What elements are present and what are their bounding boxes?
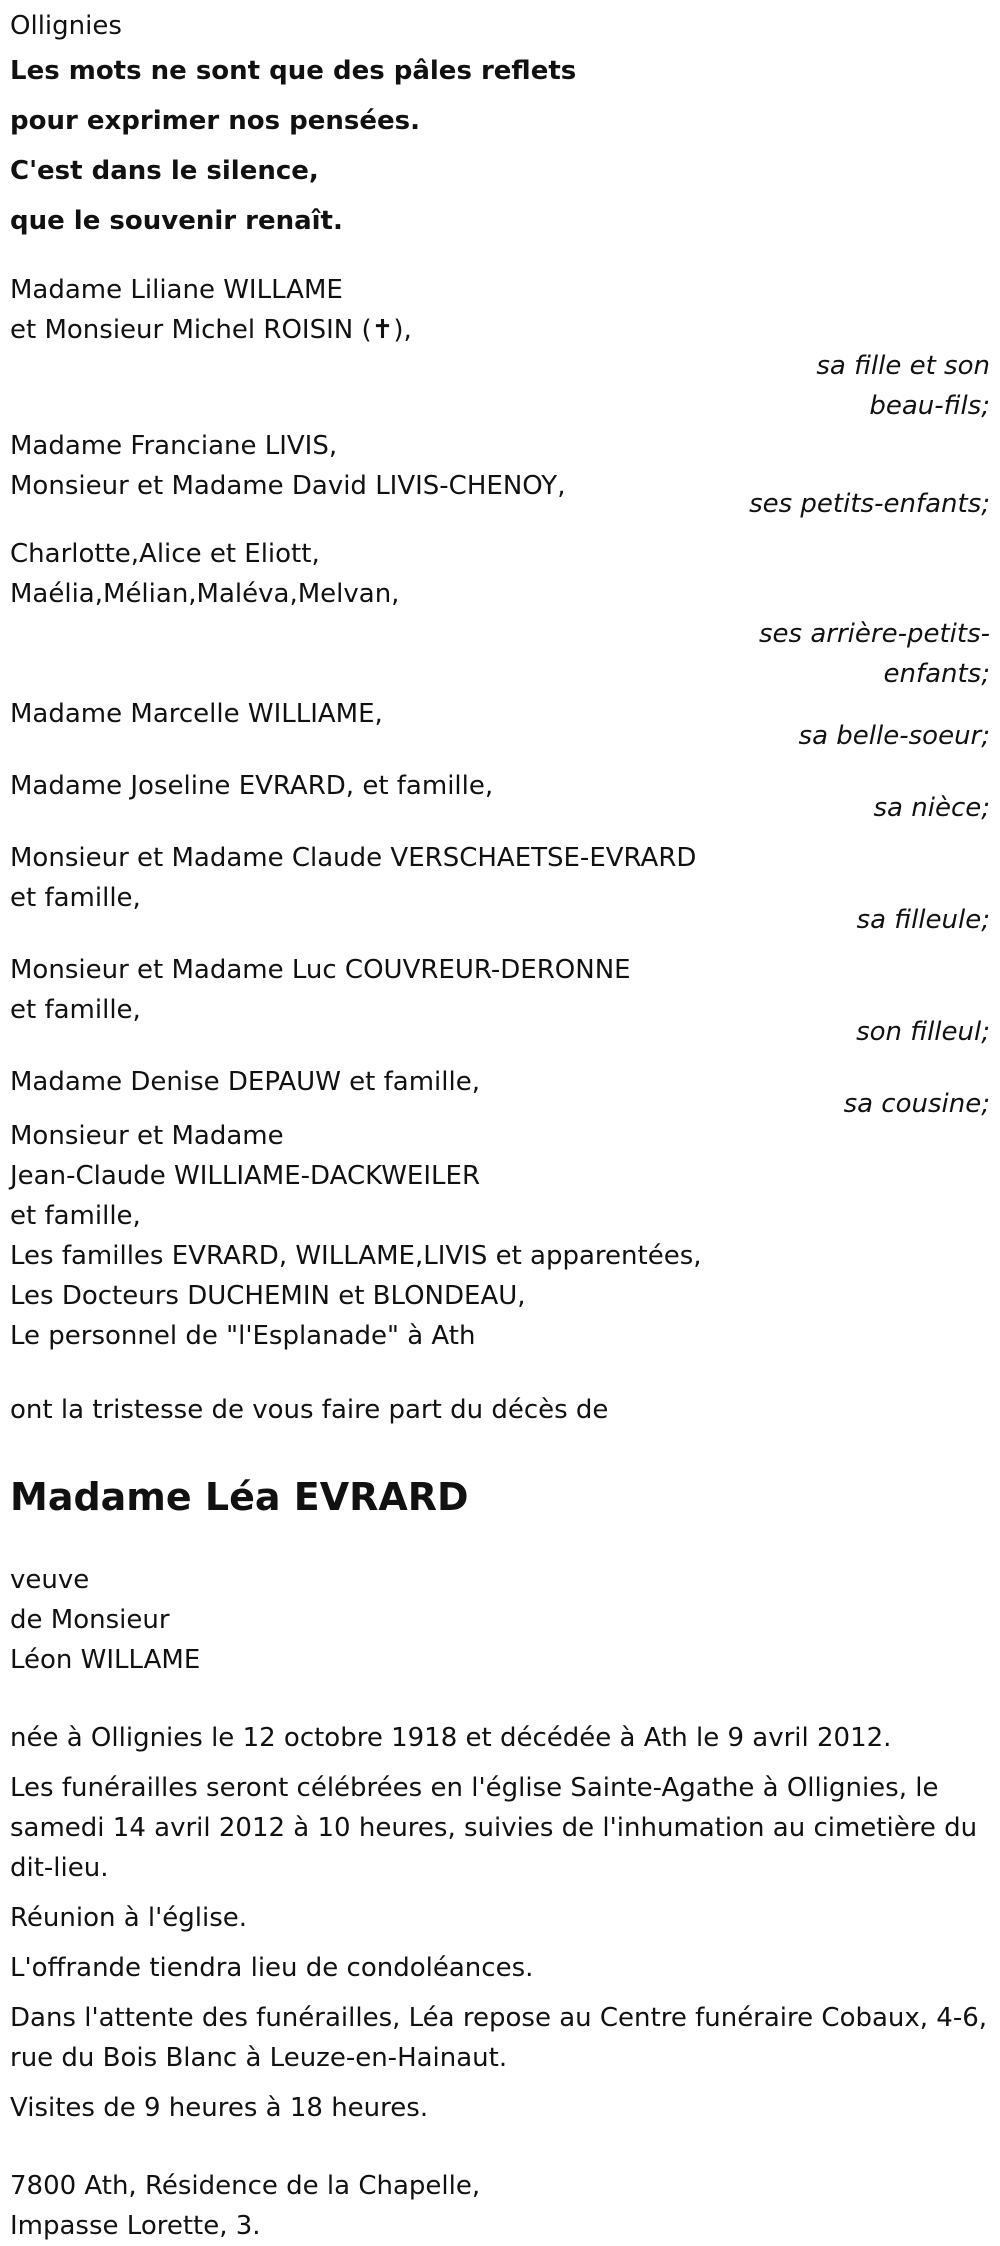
family-entry xyxy=(10,534,990,694)
relation-line: sa nièce; xyxy=(873,793,990,823)
visiting-hours: Visites de 9 heures à 18 heures. xyxy=(10,2093,429,2123)
family-relation xyxy=(740,484,990,524)
condolences-note: L'offrande tiendra lieu de condoléances. xyxy=(10,1953,534,1983)
family-relation xyxy=(740,614,990,694)
announcement: ont la tristesse de vous faire part du décès de xyxy=(10,1395,609,1425)
family-entry xyxy=(10,426,990,524)
relation-line: beau-fils; xyxy=(869,391,990,421)
family-address xyxy=(10,2166,1000,2246)
family-entry xyxy=(10,1062,990,1124)
family-name-line: Madame Franciane LIVIS, xyxy=(10,431,338,461)
family-relation xyxy=(740,1084,990,1124)
family-name-line: et Monsieur Michel ROISIN (✝), xyxy=(10,315,412,345)
mourner-line: Monsieur et Madame xyxy=(10,1121,284,1151)
poem-line: C'est dans le silence, xyxy=(10,156,319,186)
poem-line: que le souvenir renaît. xyxy=(10,206,343,236)
family-names xyxy=(10,766,710,806)
place-name: Ollignies xyxy=(10,11,122,41)
family-entry xyxy=(10,838,990,940)
mourner-line: Jean-Claude WILLIAME-DACKWEILER xyxy=(10,1161,481,1191)
relation-line: ses arrière-petits- xyxy=(759,619,990,649)
family-names xyxy=(10,1062,710,1102)
poem-line: pour exprimer nos pensées. xyxy=(10,106,420,136)
widow-line: veuve xyxy=(10,1565,90,1595)
mourner-line: et famille, xyxy=(10,1201,141,1231)
mourner-line: Les Docteurs DUCHEMIN et BLONDEAU, xyxy=(10,1281,526,1311)
mourner-line: Le personnel de "l'Esplanade" à Ath xyxy=(10,1321,476,1351)
address-line: 7800 Ath, Résidence de la Chapelle, xyxy=(10,2171,481,2201)
family-name-line: Monsieur et Madame Luc COUVREUR-DERONNE xyxy=(10,955,631,985)
family-entry xyxy=(10,766,990,828)
family-names xyxy=(10,950,710,1030)
mourner-line: Les familles EVRARD, WILLAME,LIVIS et apparentées, xyxy=(10,1241,702,1271)
family-relation xyxy=(740,900,990,940)
family-names xyxy=(10,426,710,506)
family-names xyxy=(10,270,710,350)
family-relation xyxy=(740,716,990,756)
family-entry xyxy=(10,950,990,1052)
relation-line: enfants; xyxy=(883,659,990,689)
relation-line: sa fille et son xyxy=(816,351,990,381)
family-name-line: Monsieur et Madame David LIVIS-CHENOY, xyxy=(10,471,566,501)
poem-line: Les mots ne sont que des pâles reflets xyxy=(10,56,577,86)
family-name-line: Madame Denise DEPAUW et famille, xyxy=(10,1067,480,1097)
birth-death-dates: née à Ollignies le 12 octobre 1918 et décédée à Ath le 9 avril 2012. xyxy=(10,1723,892,1753)
other-mourners xyxy=(10,1116,710,1356)
address-line: Impasse Lorette, 3. xyxy=(10,2211,261,2241)
widow-line: Léon WILLAME xyxy=(10,1645,201,1675)
relation-line: sa filleule; xyxy=(856,905,990,935)
family-name-line: et famille, xyxy=(10,883,141,913)
family-name-line: Madame Liliane WILLAME xyxy=(10,275,343,305)
family-relation xyxy=(740,1012,990,1052)
funeral-details xyxy=(10,1718,1000,2128)
family-names xyxy=(10,694,710,734)
family-name-line: Charlotte,Alice et Eliott, xyxy=(10,539,320,569)
funeral-home: Dans l'attente des funérailles, Léa repose au Centre funéraire Cobaux, 4-6, rue du Bois Blanc à Leuze-en-Hainaut. xyxy=(10,2003,988,2073)
family-relation xyxy=(740,346,990,426)
family-name-line: Madame Joseline EVRARD, et famille, xyxy=(10,771,494,801)
relation-line: son filleul; xyxy=(856,1017,990,1047)
family-name-line: Monsieur et Madame Claude VERSCHAETSE-EVRARD xyxy=(10,843,697,873)
widow-line: de Monsieur xyxy=(10,1605,170,1635)
family-entry xyxy=(10,270,990,426)
family-name-line: Madame Marcelle WILLIAME, xyxy=(10,699,383,729)
relation-line: ses petits-enfants; xyxy=(749,489,990,519)
relation-line: sa cousine; xyxy=(843,1089,990,1119)
family-name-line: Maélia,Mélian,Maléva,Melvan, xyxy=(10,579,400,609)
family-entry xyxy=(10,694,990,756)
family-name-line: et famille, xyxy=(10,995,141,1025)
meeting-place: Réunion à l'église. xyxy=(10,1903,248,1933)
poem xyxy=(10,46,1000,246)
family-names xyxy=(10,838,710,918)
widow-of xyxy=(10,1560,1000,1680)
family-names xyxy=(10,534,710,614)
relation-line: sa belle-soeur; xyxy=(798,721,990,751)
family-relation xyxy=(740,788,990,828)
deceased-name: Madame Léa EVRARD xyxy=(10,1475,469,1519)
funeral-ceremony: Les funérailles seront célébrées en l'église Sainte-Agathe à Ollignies, le samedi 14 avril 2012 à 10 heures, suivies de l'inhumation au cimetière du dit-lieu. xyxy=(10,1773,978,1883)
